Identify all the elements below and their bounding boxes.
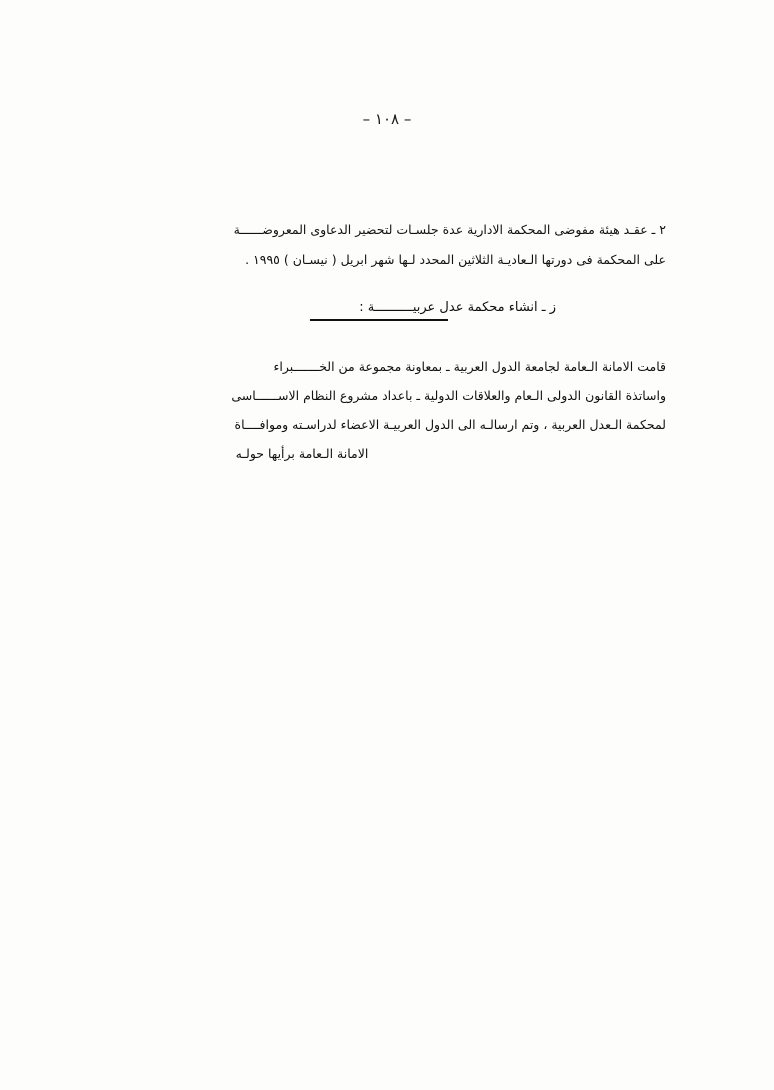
section-heading-label: ز ـ انشاء محكمة عدل عربيــــــــــة : [359, 300, 556, 315]
paragraph-line: قامت الامانة الـعامة لجامعة الدول العربية ـ بمعاونة مجموعة من الخـــــــبراء [273, 359, 666, 374]
paragraph-line: واساتذة القانون الدولى الـعام والعلاقات الدولية ـ باعداد مشروع النظام الاســــــاسى [231, 388, 666, 403]
paragraph-item-2 [108, 215, 666, 275]
paragraph-body [108, 352, 666, 468]
paragraph-line: على المحكمة فى دورتها الـعاديـة الثلاثين المحدد لـها شهر ابريل ( نيسـان ) ١٩٩٥ . [245, 252, 666, 267]
paragraph-line: لمحكمة الـعدل العربية ، وتم ارسالـه الى الدول العربيـة الاعضاء لدراسـته وموافــــاة [234, 417, 666, 432]
paragraph-line: الامانة الـعامة برأيها حولـه [235, 446, 369, 461]
blank-page-area [0, 500, 774, 1060]
heading-underline [310, 319, 448, 321]
page-number: – ١٠٨ – [362, 110, 412, 128]
section-heading [108, 300, 666, 321]
paragraph-line: ٢ ـ عقـد هيئة مفوضى المحكمة الادارية عدة جلسـات لتحضير الدعاوى المعروضــــــة [233, 222, 666, 237]
